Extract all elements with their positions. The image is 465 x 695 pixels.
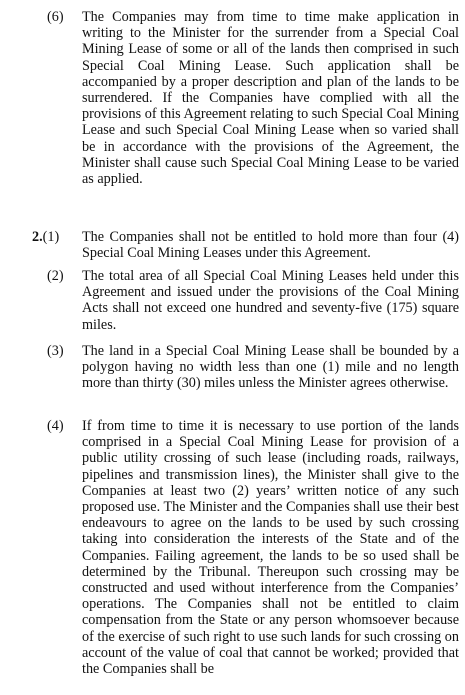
clause-number: (2) bbox=[47, 268, 64, 284]
clause-number: (6) bbox=[47, 9, 64, 25]
clause-text: If from time to time it is necessary to use portion of the lands comprised in a Special Coal Mining Lease for provision of a public utility crossing of such lease (including roads, railways, pipelines and transmission lines), the Minister shall give to the Companies at least two (2) years’ written notice of any such proposed use. The Minister and the Companies shall use their best endeavours to agree on the lands to be used by such crossing taking into consideration the interests of the State and of the Companies. Failing agreement, the lands to be so used shall be determined by the Tribunal. Thereupon such crossing may be constructed and used without interference from the Companies’ operations. The Companies shall not be entitled to claim compensation from the State or any person whomsoever because of the exercise of such right to use such lands for such crossing on account of the value of coal that cannot be worked; provided that the Companies shall be bbox=[82, 418, 459, 678]
clause-text: The land in a Special Coal Mining Lease shall be bounded by a polygon having no width less than one (1) mile and no length more than thirty (30) miles unless the Minister agrees otherwise. bbox=[82, 343, 459, 392]
clause-text: The Companies shall not be entitled to hold more than four (4) Special Coal Mining Leases under this Agreement. bbox=[82, 229, 459, 262]
subclause-number: (1) bbox=[42, 229, 60, 245]
clause-number: (4) bbox=[47, 418, 64, 434]
clause-text: The total area of all Special Coal Mining Leases held under this Agreement and issued under the provisions of the Coal Mining Acts shall not exceed one hundred and seventy-five (175) square miles. bbox=[82, 268, 459, 333]
clause-number: (3) bbox=[47, 343, 64, 359]
clause-text: The Companies may from time to time make application in writing to the Minister for the surrender from a Special Coal Mining Lease of some or all of the lands then comprised in such Special Coal Mining Lease. Such application shall be accompanied by a proper description and plan of the lands to be surrendered. If the Companies have complied with all the provisions of this Agreement relating to such Special Coal Mining Lease and such Special Coal Mining Lease when so varied shall be in accordance with the provisions of the Agreement, the Minister shall cause such Special Coal Mining Lease to be varied as applied. bbox=[82, 9, 459, 188]
clause-number bbox=[32, 229, 59, 245]
section-number: 2. bbox=[32, 229, 43, 245]
